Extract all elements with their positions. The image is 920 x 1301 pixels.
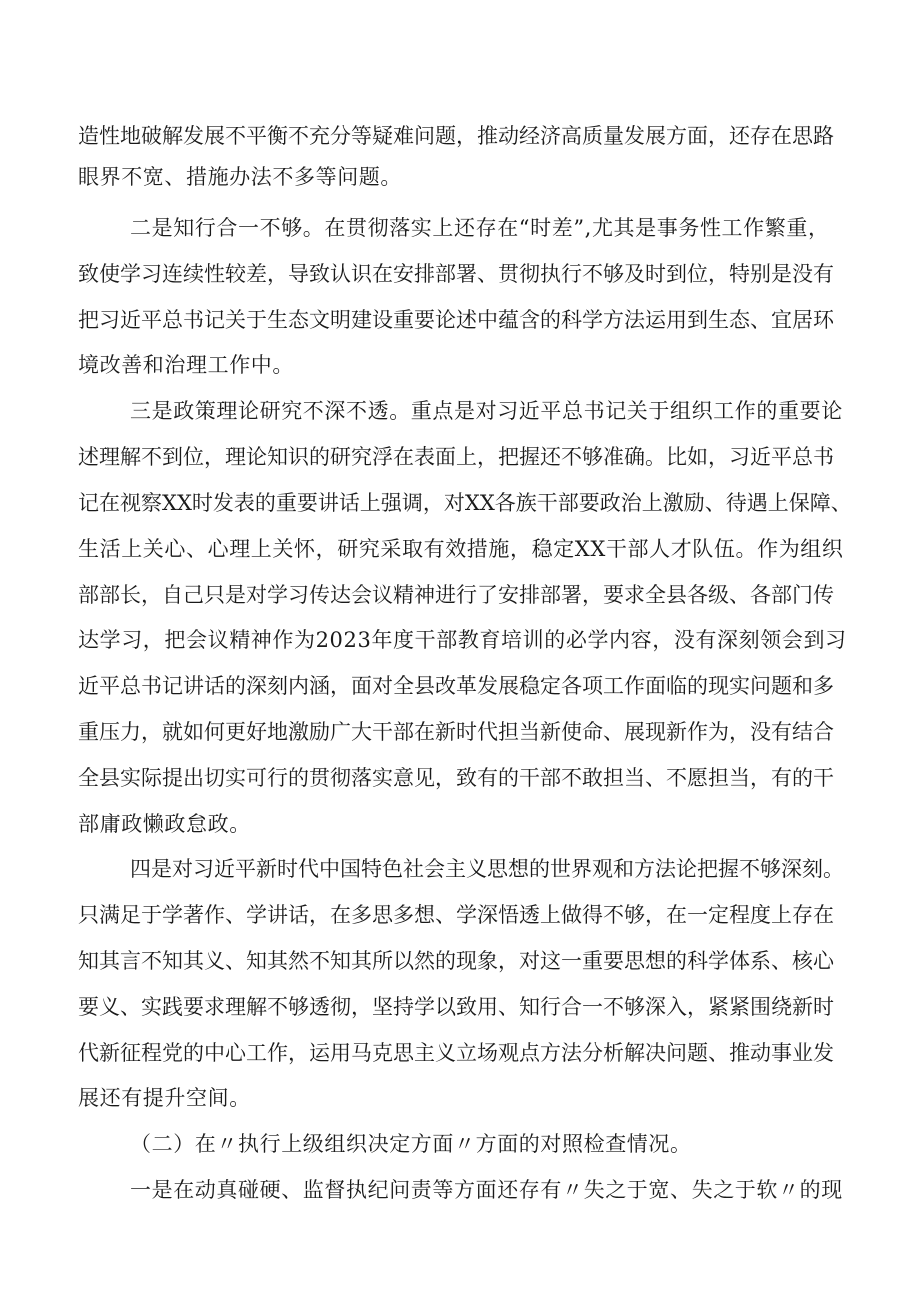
body-line: 达学习，把会议精神作为2023年度干部教育培训的必学内容，没有深刻领会到习 <box>78 628 847 652</box>
body-line: 知其言不知其义、知其然不知其所以然的现象，对这一重要思想的科学体系、核心 <box>78 949 834 973</box>
body-line: 致使学习连续性较差，导致认识在安排部署、贯彻执行不够及时到位，特别是没有 <box>78 262 834 286</box>
body-line: 代新征程党的中心工作，运用马克思主义立场观点方法分析解决问题、推动事业发 <box>78 1041 834 1065</box>
body-line: 重压力，就如何更好地激励广大干部在新时代担当新使命、展现新作为，没有结合 <box>78 720 834 744</box>
body-line: 只满足于学著作、学讲话，在多思多想、学深悟透上做得不够，在一定程度上存在 <box>78 903 834 927</box>
body-line: 生活上关心、心理上关怀，研究采取有效措施，稳定XX干部人才队伍。作为组织 <box>78 537 844 561</box>
body-line: 近平总书记讲话的深刻内涵，面对全县改革发展稳定各项工作面临的现实问题和多 <box>78 674 834 698</box>
body-line: 把习近平总书记关于生态文明建设重要论述中蕴含的科学方法运用到生态、宜居环 <box>78 308 834 332</box>
section-heading: （二）在〃执行上级组织决定方面〃方面的对照检查情况。 <box>130 1132 692 1156</box>
body-line: 部庸政懒政怠政。 <box>78 812 251 836</box>
body-line: 眼界不宽、措施办法不多等问题。 <box>78 165 402 189</box>
paragraph-line: 四是对习近平新时代中国特色社会主义思想的世界观和方法论把握不够深刻。 <box>130 857 844 881</box>
body-line: 部部长，自己只是对学习传达会议精神进行了安排部署，要求全县各级、各部门传 <box>78 583 834 607</box>
body-line: 全县实际提出切实可行的贯彻落实意见，致有的干部不敢担当、不愿担当，有的干 <box>78 766 834 790</box>
body-line: 记在视察XX时发表的重要讲话上强调，对XX各族干部要政治上激励、待遇上保障、 <box>78 491 852 515</box>
paragraph-line: 三是政策理论研究不深不透。重点是对习近平总书记关于组织工作的重要论 <box>130 399 843 423</box>
body-line: 述理解不到位，理论知识的研究浮在表面上，把握还不够准确。比如，习近平总书 <box>78 445 834 469</box>
body-line: 展还有提升空间。 <box>78 1086 251 1110</box>
body-line: 境改善和治理工作中。 <box>78 353 294 377</box>
paragraph-line: 二是知行合一不够。在贯彻落实上还存在“时差”,尤其是事务性工作繁重， <box>130 216 830 240</box>
paragraph-line: 一是在动真碰硬、监督执纪问责等方面还存有〃失之于宽、失之于软〃的现 <box>130 1178 843 1202</box>
body-line: 要义、实践要求理解不够透彻，坚持学以致用、知行合一不够深入，紧紧围绕新时 <box>78 995 834 1019</box>
body-line: 造性地破解发展不平衡不充分等疑难问题，推动经济高质量发展方面，还存在思路 <box>78 124 834 148</box>
